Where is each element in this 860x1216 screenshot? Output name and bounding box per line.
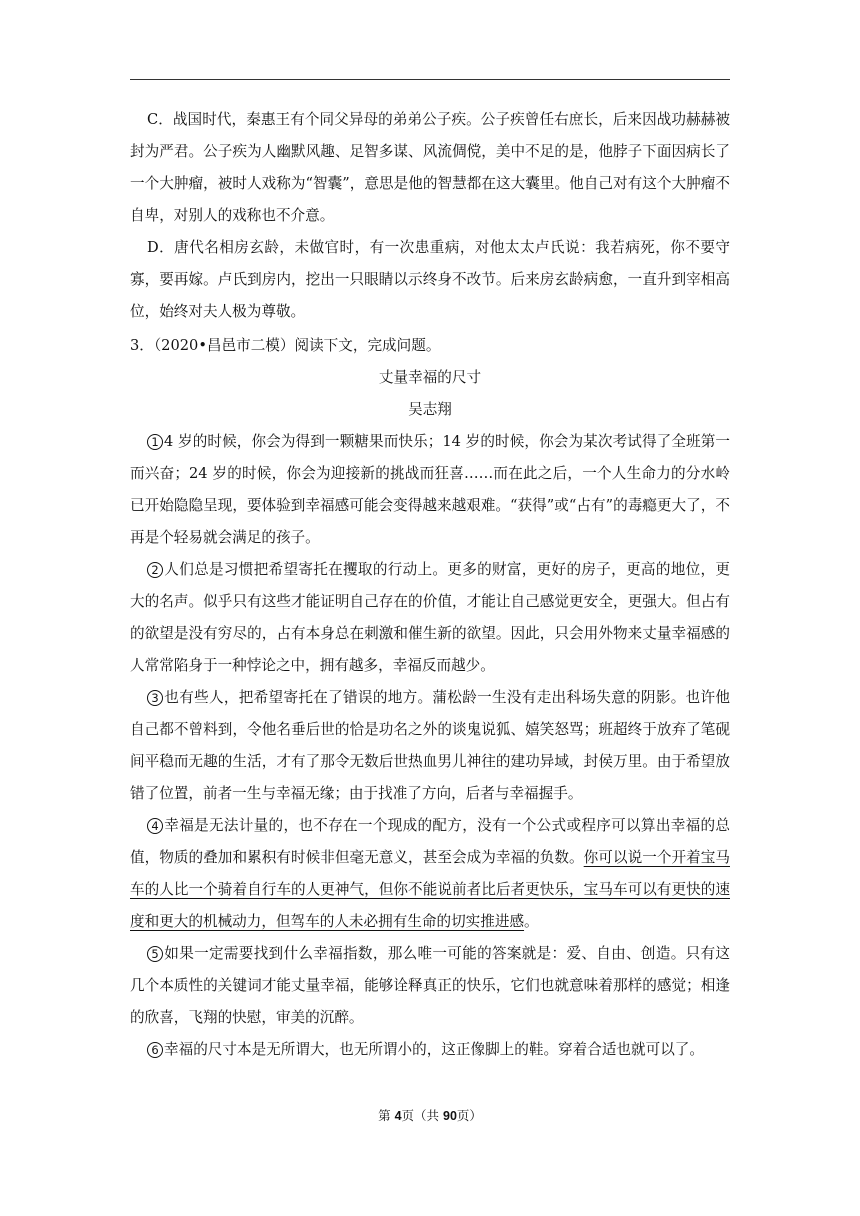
header-rule	[130, 79, 730, 80]
paragraph-number-1: 1	[147, 434, 163, 450]
paragraph-6	[130, 1034, 730, 1066]
paragraph-1	[130, 426, 730, 554]
paragraph-number-4: 4	[147, 818, 163, 834]
paragraph-2	[130, 554, 730, 682]
option-c: C．战国时代，秦惠王有个同父异母的弟弟公子疾。公子疾曾任右庶长，后来因战功赫赫被封为严君。公子疾为人幽默风趣、足智多谋、风流倜傥，美中不足的是，他脖子下面因病长了一个大肿瘤，被时人戏称为“智囊”，意思是他的智慧都在这大囊里。他自己对有这个大肿瘤不自卑，对别人的戏称也不介意。	[130, 111, 730, 224]
question-3: 3．（2020•昌邑市二模）阅读下文，完成问题。	[130, 337, 441, 354]
paragraph-4-end: 。	[524, 913, 539, 930]
paragraph-1-text: 4 岁的时候，你会为得到一颗糖果而快乐；14 岁的时候，你会为某次考试得了全班第一而兴奋；24 岁的时候，你会为迎接新的挑战而狂喜……而在此之后，一个人生命力的分水岭已开始隐隐呈现，要体验到幸福感可能会变得越来越艰难。“获得”或“占有”的毒瘾更大了，不再是个轻易就会满足的孩子。	[130, 433, 730, 546]
paragraph-3-text: 也有些人，把希望寄托在了错误的地方。蒲松龄一生没有走出科场失意的阴影。也许他自己都不曾料到，令他名垂后世的恰是功名之外的谈鬼说狐、嬉笑怒骂；班超终于放弃了笔砚间平稳而无趣的生活，才有了那令无数后世热血男儿神往的建功异域，封侯万里。由于希望放错了位置，前者一生与幸福无缘；由于找准了方向，后者与幸福握手。	[130, 689, 730, 802]
page-content	[130, 104, 730, 1066]
paragraph-2-text: 人们总是习惯把希望寄托在攫取的行动上。更多的财富，更好的房子，更高的地位，更大的名声。似乎只有这些才能证明自己存在的价值，才能让自己感觉更安全，更强大。但占有的欲望是没有穷尽的，占有本身总在刺激和催生新的欲望。因此，只会用外物来丈量幸福感的人常常陷身于一种悖论之中，拥有越多，幸福反而越少。	[130, 561, 730, 674]
paragraph-number-3: 3	[147, 690, 163, 706]
paragraph-3	[130, 682, 730, 810]
article-author: 吴志翔	[408, 401, 452, 418]
footer-mid: 页（共	[401, 1108, 443, 1123]
paragraph-number-2: 2	[147, 562, 163, 578]
paragraph-number-6: 6	[147, 1042, 163, 1058]
footer-suffix: 页）	[456, 1108, 482, 1123]
paragraph-4-text: 幸福是无法计量的，也不存在一个现成的配方，没有一个公式或程序可以算出幸福的总值，物质的叠加和累积有时候非但毫无意义，甚至会成为幸福的负数。	[130, 817, 730, 866]
footer-prefix: 第	[378, 1108, 395, 1123]
page-footer	[0, 1108, 860, 1124]
paragraph-4	[130, 810, 730, 938]
paragraph-5-text: 如果一定需要找到什么幸福指数，那么唯一可能的答案就是：爱、自由、创造。只有这几个本质性的关键词才能丈量幸福，能够诠释真正的快乐，它们也就意味着那样的感觉；相逢的欣喜，飞翔的快慰，审美的沉醉。	[130, 945, 730, 1026]
footer-page-number: 4	[394, 1109, 402, 1123]
footer-total-pages: 90	[443, 1109, 457, 1123]
paragraph-5	[130, 938, 730, 1034]
paragraph-number-5: 5	[147, 946, 163, 962]
article-title: 丈量幸福的尺寸	[378, 369, 482, 386]
option-d: D．唐代名相房玄龄，未做官时，有一次患重病，对他太太卢氏说：我若病死，你不要守寡，要再嫁。卢氏到房内，挖出一只眼睛以示终身不改节。后来房玄龄病愈，一直升到宰相高位，始终对夫人极为尊敬。	[130, 239, 730, 320]
underlined-sentence: 你可以说一个开着宝马车的人比一个骑着自行车的人更神气，但你不能说前者比后者更快乐，宝马车可以有更快的速度和更大的机械动力，但驾车的人未必拥有生命的切实推进感	[130, 849, 730, 930]
paragraph-6-text: 幸福的尺寸本是无所谓大，也无所谓小的，这正像脚上的鞋。穿着合适也就可以了。	[164, 1041, 704, 1058]
